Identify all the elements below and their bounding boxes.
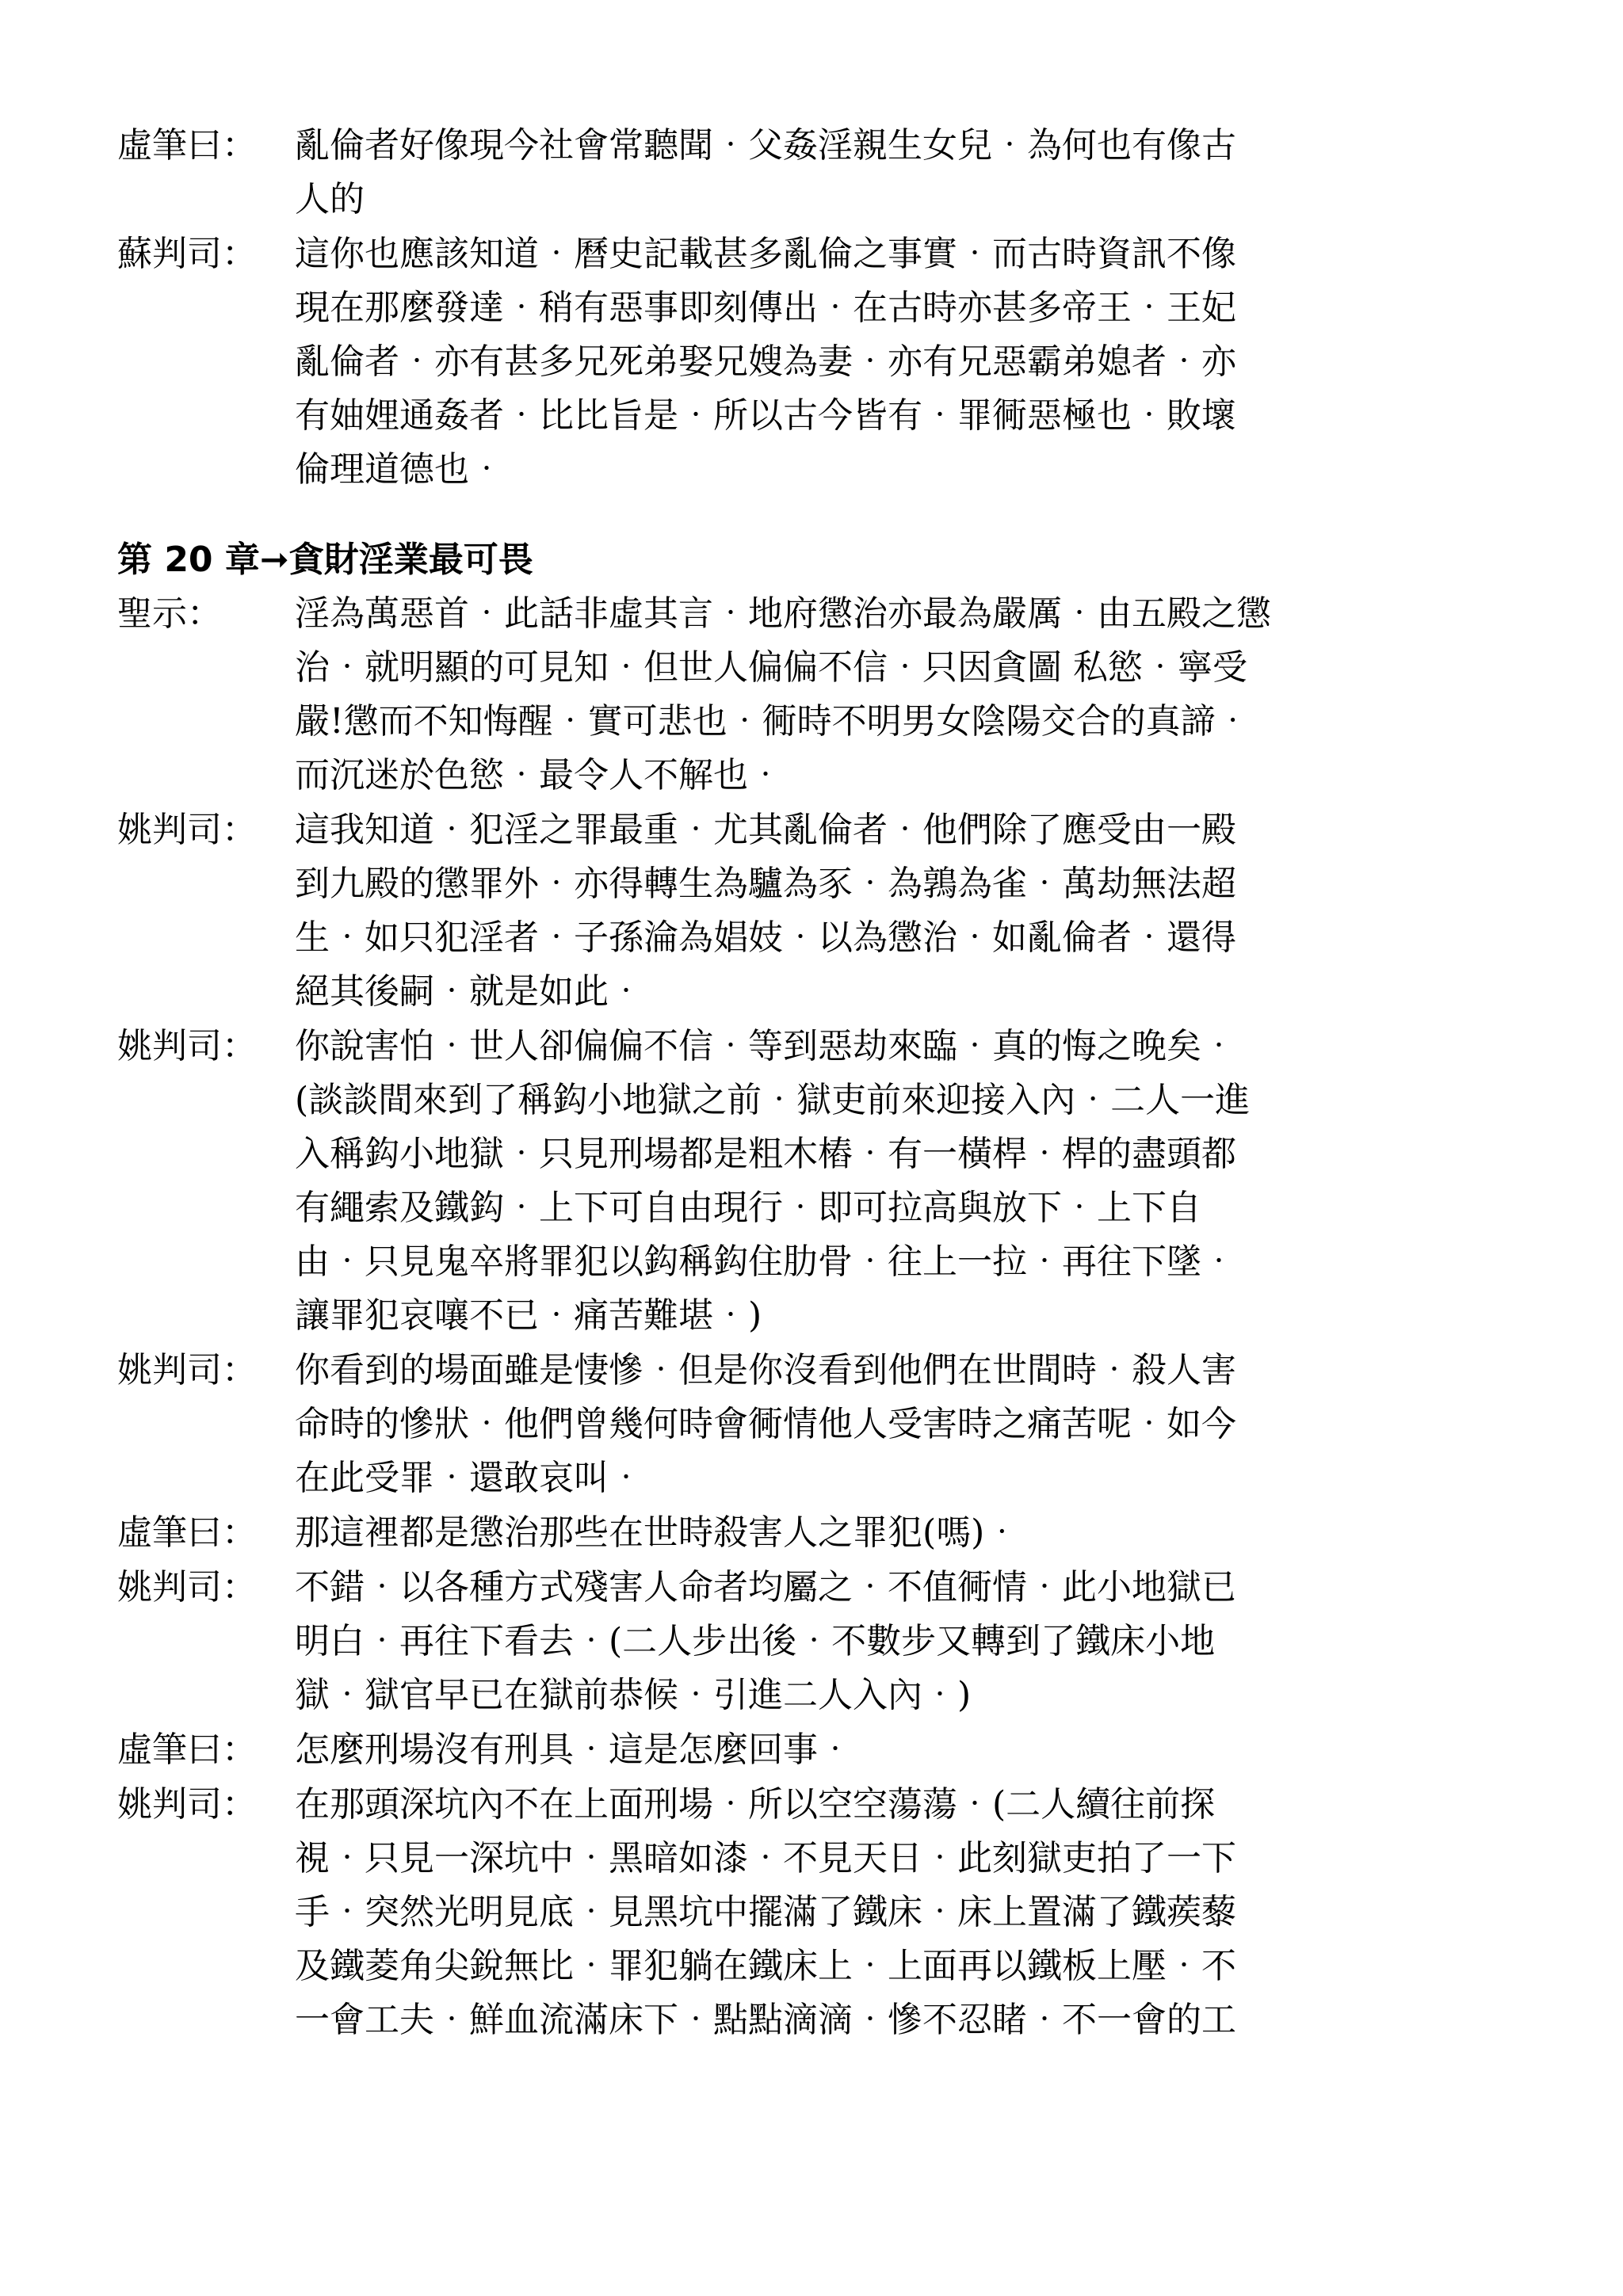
dialogue-text: [295, 1506, 1512, 1560]
text-line: 這我知道‧犯淫之罪最重‧尤其亂倫者‧他們除了應受由一殿: [295, 810, 1236, 850]
dialogue-entry: [117, 1344, 1512, 1505]
dialogue-entry: [117, 1723, 1512, 1777]
dialogue-text: [295, 803, 1512, 1019]
dialogue-entry: [117, 803, 1512, 1019]
text-line: 絕其後嗣‧就是如此‧: [295, 971, 643, 1012]
speaker-label: 虛筆曰：: [117, 1730, 257, 1770]
text-line: 不錯‧以各種方式殘害人命者均屬之‧不值衕情‧此小地獄已: [295, 1567, 1236, 1608]
dialogue-section-before-chapter: [117, 119, 1512, 497]
text-line: 亂倫者‧亦有甚多兄死弟娶兄嫂為妻‧亦有兄惡霸弟媳者‧亦: [295, 341, 1236, 382]
dialogue-entry: [117, 1506, 1512, 1560]
dialogue-entry: [117, 119, 1512, 227]
speaker-label: 姚判司：: [117, 1350, 257, 1390]
text-line: 嚴!懲而不知悔醒‧實可悲也‧衕時不明男女陰陽交合的真諦‧: [295, 701, 1251, 742]
dialogue-text: [295, 1778, 1512, 2047]
document-page: [117, 119, 1512, 2048]
text-line: 由‧只見鬼卒將罪犯以鈎稱鈎住肋骨‧往上一拉‧再往下墜‧: [295, 1241, 1236, 1282]
text-line: 而沉迷於色慾‧最令人不解也‧: [295, 755, 783, 795]
text-line: 人的: [295, 179, 365, 219]
text-line: 亂倫者好像現今社會常聽聞‧父姦淫親生女兒‧為何也有像古: [295, 125, 1236, 166]
text-line: 在那頭深坑內不在上面刑場‧所以空空蕩蕩‧(二人續往前探: [295, 1784, 1216, 1825]
text-line: 現在那麼發達‧稍有惡事即刻傳出‧在古時亦甚多帝王‧王妃: [295, 288, 1236, 328]
text-line: 你看到的場面雖是悽慘‧但是你沒看到他們在世間時‧殺人害: [295, 1350, 1236, 1390]
text-line: 有繩索及鐵鈎‧上下可自由現行‧即可拉高與放下‧上下自: [295, 1188, 1201, 1228]
dialogue-text: [295, 1344, 1512, 1505]
speaker-label: 虛筆曰：: [117, 125, 257, 166]
text-line: 手‧突然光明見底‧見黑坑中擺滿了鐵床‧床上置滿了鐵蒺藜: [295, 1892, 1236, 1932]
dialogue-text: [295, 587, 1512, 803]
dialogue-entry: [117, 1561, 1512, 1722]
dialogue-entry: [117, 587, 1512, 803]
text-line: 倫理道德也‧: [295, 449, 504, 490]
text-line: 在此受罪‧還敢哀叫‧: [295, 1458, 643, 1498]
speaker-label: 姚判司：: [117, 1784, 257, 1825]
text-line: 生‧如只犯淫者‧子孫淪為娼妓‧以為懲治‧如亂倫者‧還得: [295, 917, 1236, 958]
dialogue-entry: [117, 227, 1512, 497]
dialogue-entry: [117, 1020, 1512, 1343]
speaker-label: 虛筆曰：: [117, 1512, 257, 1553]
dialogue-text: [295, 227, 1512, 497]
text-line: 你說害怕‧世人卻偏偏不信‧等到惡劫來臨‧真的悔之晚矣‧: [295, 1026, 1236, 1066]
speaker-label: 姚判司：: [117, 810, 257, 850]
text-line: 淫為萬惡首‧此話非虛其言‧地府懲治亦最為嚴厲‧由五殿之懲: [295, 593, 1271, 634]
dialogue-text: [295, 1723, 1512, 1777]
text-line: 那這裡都是懲治那些在世時殺害人之罪犯(嗎)‧: [295, 1512, 1020, 1553]
chapter-heading: 第 20 章➞貪財淫業最可畏: [117, 540, 533, 580]
speaker-label: 姚判司：: [117, 1026, 257, 1066]
text-line: 入稱鈎小地獄‧只見刑場都是粗木樁‧有一橫桿‧桿的盡頭都: [295, 1134, 1236, 1174]
text-line: 獄‧獄官早已在獄前恭候‧引進二人入內‧): [295, 1675, 972, 1715]
text-line: (談談間來到了稱鈎小地獄之前‧獄吏前來迎接入內‧二人一進: [295, 1080, 1251, 1120]
text-line: 命時的慘狀‧他們曾幾何時會衕情他人受害時之痛苦呢‧如今: [295, 1404, 1236, 1444]
text-line: 及鐵菱角尖銳無比‧罪犯躺在鐵床上‧上面再以鐵板上壓‧不: [295, 1946, 1236, 1986]
text-line: 視‧只見一深坑中‧黑暗如漆‧不見天日‧此刻獄吏拍了一下: [295, 1838, 1236, 1878]
text-line: 明白‧再往下看去‧(二人步出後‧不數步又轉到了鐵床小地: [295, 1621, 1216, 1661]
text-line: 一會工夫‧鮮血流滿床下‧點點滴滴‧慘不忍睹‧不一會的工: [295, 2000, 1236, 2040]
dialogue-text: [295, 119, 1512, 227]
text-line: 讓罪犯哀嚷不已‧痛苦難堪‧): [295, 1295, 762, 1336]
text-line: 到九殿的懲罪外‧亦得轉生為驢為豕‧為鶉為雀‧萬劫無法超: [295, 864, 1236, 904]
dialogue-text: [295, 1561, 1512, 1722]
speaker-label: 姚判司：: [117, 1567, 257, 1608]
dialogue-section-chapter-20: [117, 587, 1512, 2047]
speaker-label: 蘇判司：: [117, 234, 257, 274]
text-line: 治‧就明顯的可見知‧但世人偏偏不信‧只因貪圖 私慾‧寧受: [295, 647, 1247, 688]
dialogue-entry: [117, 1778, 1512, 2047]
text-line: 有妯娌通姦者‧比比旨是‧所以古今皆有‧罪衕惡極也‧敗壞: [295, 395, 1236, 436]
dialogue-text: [295, 1020, 1512, 1343]
speaker-label: 聖示：: [117, 593, 222, 634]
text-line: 怎麼刑場沒有刑具‧這是怎麼回事‧: [295, 1730, 853, 1770]
text-line: 這你也應該知道‧曆史記載甚多亂倫之事實‧而古時資訊不像: [295, 234, 1236, 274]
